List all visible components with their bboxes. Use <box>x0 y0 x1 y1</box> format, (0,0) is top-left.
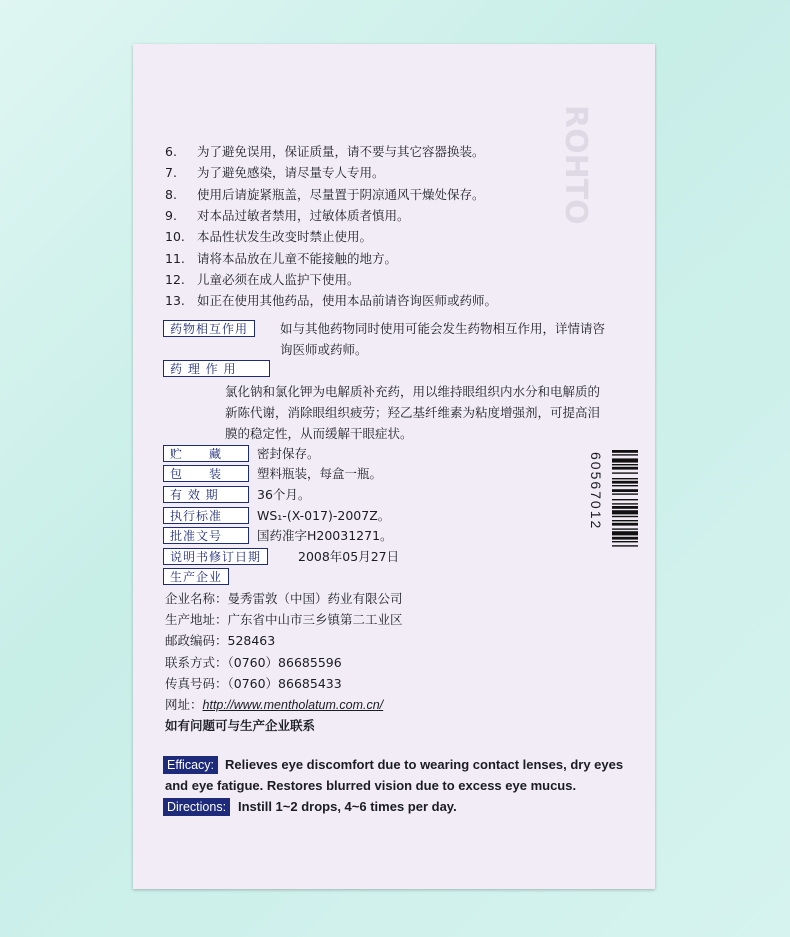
manufacturer-address: 生产地址：广东省中山市三乡镇第二工业区 <box>165 612 403 627</box>
barcode-bar <box>612 464 638 465</box>
barcode-bar <box>612 545 638 546</box>
field-label: 包 装 <box>163 465 249 482</box>
efficacy-label: Efficacy: <box>163 756 218 774</box>
manufacturer-name: 企业名称：曼秀雷敦（中国）药业有限公司 <box>165 591 403 606</box>
precaution-text: 儿童必须在成人监护下使用。 <box>197 271 360 287</box>
barcode-bar <box>612 458 638 462</box>
barcode-bar <box>612 528 638 529</box>
precaution-text: 为了避免误用，保证质量，请不要与其它容器换装。 <box>197 144 485 159</box>
barcode-bar <box>612 478 638 479</box>
field-label: 批准文号 <box>163 527 249 544</box>
contact-note: 如有问题可与生产企业联系 <box>165 718 316 733</box>
barcode-bar <box>612 489 638 492</box>
barcode-bar <box>612 520 638 521</box>
precaution-text: 对本品过敏者禁用，过敏体质者慎用。 <box>197 207 410 223</box>
barcode-bar <box>612 541 638 542</box>
barcode-bar <box>612 516 638 517</box>
barcode <box>612 450 638 585</box>
field-value: 国药准字H20031271。 <box>257 528 393 543</box>
manufacturer-website-row <box>165 696 383 714</box>
precaution-number: 8. <box>165 186 177 202</box>
precaution-number: 13. <box>165 293 185 309</box>
precaution-text: 本品性状发生改变时禁止使用。 <box>197 229 373 245</box>
precaution-number: 11. <box>165 250 185 266</box>
field-value: 2008年05月27日 <box>298 549 400 564</box>
barcode-bar <box>612 531 638 535</box>
barcode-digits: 60567012 <box>588 452 604 531</box>
pharmacology-label: 药 理 作 用 <box>163 360 270 377</box>
barcode-bar <box>612 485 638 486</box>
field-label: 有 效 期 <box>163 486 249 503</box>
barcode-bar <box>612 493 638 494</box>
barcode-bar <box>612 523 638 526</box>
efficacy-text-line2: and eye fatigue. Restores blurred vision due to excess eye mucus. <box>165 778 577 793</box>
manufacturer-phone: 联系方式：（0760）86685596 <box>165 655 342 670</box>
barcode-bar <box>612 481 638 484</box>
barcode-bar <box>612 510 638 514</box>
interaction-text-line2: 询医师或药师。 <box>280 342 368 357</box>
field-value: 36个月。 <box>257 487 311 502</box>
precaution-number: 12. <box>165 271 185 287</box>
directions-label: Directions: <box>163 798 230 816</box>
barcode-bar <box>612 499 638 500</box>
interaction-text-line1: 如与其他药物同时使用可能会发生药物相互作用，详情请咨 <box>280 321 606 336</box>
precaution-number: 6. <box>165 144 177 159</box>
interaction-label: 药物相互作用 <box>163 320 255 337</box>
field-value: 密封保存。 <box>257 446 320 461</box>
barcode-bar <box>612 454 638 455</box>
precaution-text: 为了避免感染，请尽量专人专用。 <box>197 165 385 181</box>
barcode-bar <box>612 503 638 504</box>
precaution-number: 9. <box>165 207 177 223</box>
precaution-number: 10. <box>165 229 185 245</box>
pharmacology-text-line3: 膜的稳定性，从而缓解干眼症状。 <box>225 426 413 441</box>
directions-text: Instill 1~2 drops, 4~6 times per day. <box>238 799 457 814</box>
field-label: 执行标准 <box>163 507 249 524</box>
manufacturer-fax: 传真号码：（0760）86685433 <box>165 676 342 691</box>
manufacturer-label: 生产企业 <box>163 568 229 585</box>
pharmacology-text-line1: 氯化钠和氯化钾为电解质补充药，用以维持眼组织内水分和电解质的 <box>225 384 601 399</box>
pharmacology-text-line2: 新陈代谢，消除眼组织疲劳；羟乙基纤维素为粘度增强剂，可提高泪 <box>225 405 601 420</box>
barcode-bar <box>612 506 638 509</box>
field-label: 说明书修订日期 <box>163 548 268 565</box>
field-value: 塑料瓶装，每盒一瓶。 <box>257 466 383 481</box>
precaution-number: 7. <box>165 165 177 181</box>
website-label: 网址： <box>165 697 203 712</box>
manufacturer-postcode: 邮政编码：528463 <box>165 633 276 648</box>
efficacy-text-line1: Relieves eye discomfort due to wearing contact lenses, dry eyes <box>225 757 624 772</box>
barcode-bar <box>612 537 638 540</box>
precaution-text: 使用后请旋紧瓶盖，尽量置于阴凉通风干燥处保存。 <box>197 186 485 202</box>
precaution-text: 请将本品放在儿童不能接触的地方。 <box>197 250 398 266</box>
barcode-bar <box>612 472 638 473</box>
field-label: 贮 藏 <box>163 445 249 462</box>
barcode-bar <box>612 467 638 470</box>
precaution-text: 如正在使用其他药品，使用本品前请咨询医师或药师。 <box>197 293 498 309</box>
field-value: WS₁-(X-017)-2007Z。 <box>257 508 391 523</box>
barcode-bar <box>612 450 638 453</box>
website-link[interactable]: http://www.mentholatum.com.cn/ <box>202 698 384 712</box>
ghost-brand-logo: ROHTO <box>558 105 593 225</box>
